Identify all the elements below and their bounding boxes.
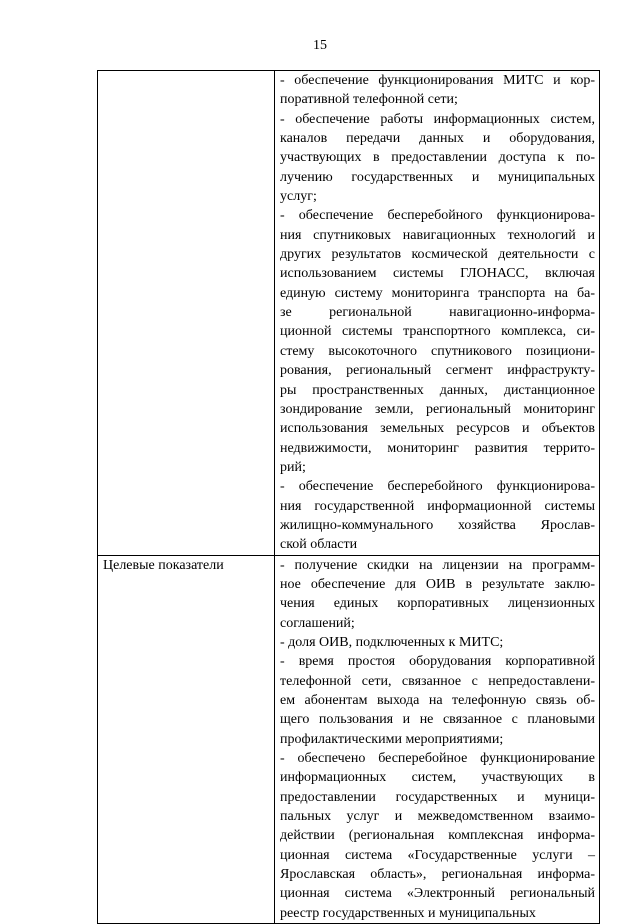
text-line: пальных услуг и межведомственном взаимо-	[280, 809, 595, 825]
text-line: - время простоя оборудования корпоративной	[280, 654, 595, 670]
text-line: действии (региональная комплексная информа-	[280, 828, 595, 844]
text-line: услуг;	[280, 189, 317, 205]
text-line: телефонной сети, связанное с непредоставлени-	[280, 673, 595, 689]
text-line: использованием системы ГЛОНАСС, включая	[280, 266, 595, 282]
text-line: участвующих в предоставлении доступа к по-	[280, 150, 595, 166]
text-line: реестр государственных и муниципальных	[280, 905, 536, 921]
text-line: чения единых корпоративных лицензионных	[280, 596, 595, 612]
text-line: рий;	[280, 459, 306, 475]
row-label: Целевые показатели	[103, 557, 224, 573]
text-line: щего пользования и не связанное с плановыми	[280, 712, 595, 728]
text-line: - обеспечено бесперебойное функционирование	[280, 751, 595, 767]
text-line: ской области	[280, 537, 358, 553]
text-line: использования земельных ресурсов и объектов	[280, 421, 595, 437]
text-line: - обеспечение бесперебойного функционирова-	[280, 208, 595, 224]
page-number: 15	[313, 38, 327, 53]
text-line: ционная система «Государственные услуги –	[280, 847, 595, 863]
table-row	[98, 71, 600, 556]
text-line: поративной телефонной сети;	[280, 92, 458, 108]
text-line: жилищно-коммунального хозяйства Ярослав-	[280, 517, 595, 533]
text-line: соглашений;	[280, 615, 355, 631]
text-line: - доля ОИВ, подключенных к МИТС;	[280, 634, 504, 650]
text-line: лучению государственных и муниципальных	[280, 169, 595, 185]
text-line: недвижимости, мониторинг развития террито-	[280, 440, 595, 456]
text-line: - обеспечение бесперебойного функционирова-	[280, 479, 595, 495]
row-label-cell	[98, 555, 275, 924]
text-line: ния спутниковых навигационных технологий и	[280, 227, 595, 243]
text-line: ционная система «Электронный региональный	[280, 886, 595, 902]
text-line: ния государственной информационной системы	[280, 498, 595, 514]
text-line: зондирование земли, региональный мониторинг	[280, 401, 595, 417]
text-line: каналов передачи данных и оборудования,	[280, 131, 595, 147]
text-line: - обеспечение работы информационных систем,	[280, 111, 595, 127]
text-line: стему высокоточного спутникового позициони-	[280, 343, 595, 359]
text-line: Ярославская область», региональная информа-	[280, 867, 595, 883]
text-line: рования, региональный сегмент инфраструкту-	[280, 363, 595, 379]
text-line: информационных систем, участвующих в	[280, 770, 595, 786]
text-line: - обеспечение функционирования МИТС и кор-	[280, 73, 595, 88]
text-line: ное обеспечение для ОИВ в результате заклю-	[280, 576, 595, 592]
row-label-cell	[98, 71, 275, 556]
row-content-cell	[275, 71, 600, 556]
text-line: единую систему мониторинга транспорта на ба-	[280, 285, 595, 301]
text-line: зе региональной навигационно-информа-	[280, 305, 595, 321]
text-line: профилактическими мероприятиями;	[280, 731, 504, 747]
text-line: ционной системы транспортного комплекса, си-	[280, 324, 595, 340]
text-line: - получение скидки на лицензии на программ-	[280, 557, 595, 573]
text-line: предоставлении государственных и муници-	[280, 789, 595, 805]
program-table	[97, 70, 600, 924]
text-line: ем абонентам выхода на телефонную связь об-	[280, 693, 595, 708]
text-line: других результатов космической деятельности с	[280, 247, 595, 263]
table-row	[98, 555, 600, 924]
row-content-cell	[275, 555, 600, 924]
text-line: ры пространственных данных, дистанционное	[280, 382, 595, 398]
